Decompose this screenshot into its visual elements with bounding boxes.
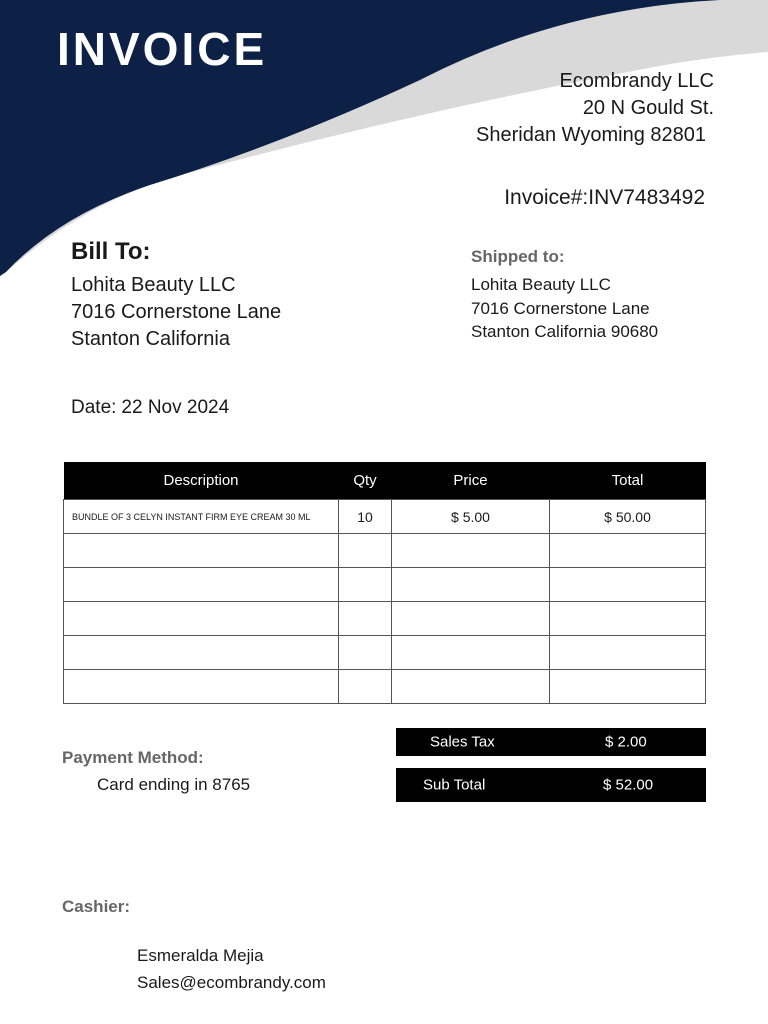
sales-tax-label: Sales Tax: [430, 733, 495, 751]
table-row: [64, 500, 706, 534]
empty-cell: [392, 636, 550, 670]
bill-to-address-line1: 7016 Cornerstone Lane: [71, 301, 282, 323]
empty-cell: [550, 670, 706, 704]
empty-cell: [339, 670, 392, 704]
empty-cell: [64, 534, 339, 568]
date-value: 22 Nov 2024: [121, 397, 230, 418]
payment-method-value: Card ending in 8765: [97, 775, 251, 794]
sales-tax-value: $ 2.00: [605, 733, 647, 751]
column-header-qty: Qty: [339, 462, 392, 500]
cashier-info: [137, 942, 326, 996]
cashier-email: Sales@ecombrandy.com: [137, 973, 326, 992]
empty-table-row: [64, 534, 706, 568]
cell-total: $ 50.00: [550, 500, 706, 534]
empty-cell: [64, 670, 339, 704]
shipped-to-name: Lohita Beauty LLC: [471, 275, 611, 294]
cell-description: BUNDLE OF 3 CELYN INSTANT FIRM EYE CREAM 30 ML: [64, 500, 339, 534]
bill-to-address: [71, 272, 281, 353]
shipped-to-address-line1: 7016 Cornerstone Lane: [471, 298, 650, 318]
column-header-price: Price: [392, 462, 550, 500]
bill-to-name: Lohita Beauty LLC: [71, 274, 236, 296]
payment-method-label: Payment Method:: [62, 748, 204, 767]
invoice-title: INVOICE: [57, 23, 268, 75]
invoice-number: Invoice#:INV7483492: [504, 186, 705, 209]
empty-cell: [339, 602, 392, 636]
line-items-table: [63, 462, 706, 704]
empty-cell: [392, 602, 550, 636]
empty-cell: [550, 636, 706, 670]
column-header-description: Description: [64, 462, 339, 500]
empty-cell: [64, 636, 339, 670]
empty-cell: [339, 636, 392, 670]
empty-cell: [392, 670, 550, 704]
table-header-row: [64, 462, 706, 500]
empty-cell: [64, 568, 339, 602]
empty-cell: [339, 568, 392, 602]
sales-tax-box: [396, 728, 706, 756]
empty-table-row: [64, 568, 706, 602]
empty-table-row: [64, 670, 706, 704]
bill-to-label: Bill To:: [71, 238, 151, 265]
date-label: Date:: [71, 397, 117, 418]
cell-price: $ 5.00: [392, 500, 550, 534]
empty-cell: [550, 534, 706, 568]
subtotal-label: Sub Total: [423, 776, 486, 794]
empty-table-row: [64, 636, 706, 670]
empty-cell: [392, 568, 550, 602]
empty-table-row: [64, 602, 706, 636]
shipped-to-address-line2: Stanton California 90680: [471, 322, 659, 341]
company-address-line2: Sheridan Wyoming 82801: [476, 124, 706, 146]
subtotal-box: [396, 768, 706, 802]
company-address-line1: 20 N Gould St.: [582, 97, 714, 119]
cashier-name: Esmeralda Mejia: [137, 946, 264, 965]
shipped-to-label: Shipped to:: [471, 247, 565, 266]
cell-qty: 10: [339, 500, 392, 534]
invoice-date: [71, 397, 229, 419]
subtotal-value: $ 52.00: [603, 776, 654, 794]
company-address: [476, 68, 714, 149]
cashier-label: Cashier:: [62, 897, 131, 916]
bill-to-address-line2: Stanton California: [71, 328, 230, 350]
shipped-to-address: [471, 273, 658, 344]
empty-cell: [64, 602, 339, 636]
empty-cell: [339, 534, 392, 568]
empty-cell: [550, 602, 706, 636]
empty-cell: [550, 568, 706, 602]
column-header-total: Total: [550, 462, 706, 500]
company-name: Ecombrandy LLC: [559, 70, 714, 92]
table-body: [64, 500, 706, 704]
empty-cell: [392, 534, 550, 568]
